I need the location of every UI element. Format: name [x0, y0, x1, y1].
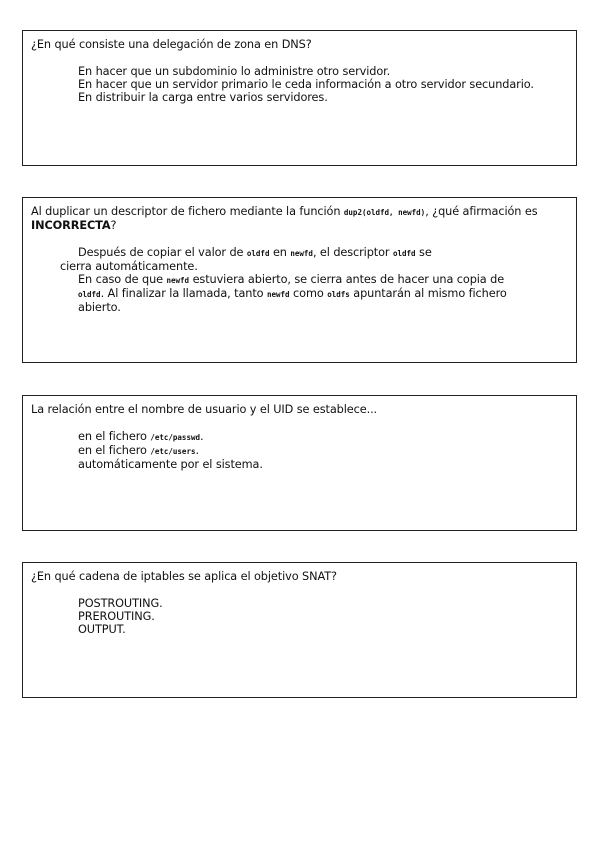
option-text: estuviera abierto, se cierra antes de hacer una copia de	[189, 273, 505, 286]
option-text: en el fichero	[78, 430, 151, 443]
option-code: oldfd	[246, 249, 270, 258]
answer-option[interactable]	[78, 246, 562, 260]
option-code: /etc/passwd	[150, 433, 200, 442]
answer-option[interactable]: En distribuir la carga entre varios servidores.	[78, 91, 328, 104]
question-card-2	[22, 197, 577, 363]
answer-option[interactable]: PREROUTING.	[78, 610, 155, 623]
option-code: oldfd	[392, 249, 416, 258]
prompt-code: dup2(oldfd, newfd)	[343, 208, 426, 217]
option-text: .	[200, 430, 204, 443]
option-text: en	[269, 246, 291, 259]
option-code: newfd	[290, 249, 313, 258]
question-card-4	[22, 562, 577, 698]
answer-option[interactable]	[78, 430, 562, 444]
question-card-3	[22, 395, 577, 531]
answer-option[interactable]	[78, 444, 562, 458]
option-text: Después de copiar el valor de	[78, 246, 247, 259]
answer-option-continuation	[78, 287, 562, 301]
answer-option[interactable]: En hacer que un servidor primario le ceda información a otro servidor secundario.	[78, 78, 534, 91]
question-prompt: ¿En qué consiste una delegación de zona en DNS?	[31, 38, 312, 51]
option-text: .	[195, 444, 199, 457]
option-text: en el fichero	[78, 444, 151, 457]
prompt-text: , ¿qué afirmación es	[425, 205, 538, 218]
answer-options	[78, 597, 562, 636]
answer-option[interactable]: automáticamente por el sistema.	[78, 458, 263, 471]
answer-options	[78, 430, 562, 471]
option-code: newfd	[166, 276, 190, 285]
option-text: En caso de que	[78, 273, 167, 286]
answer-option-continuation: abierto.	[78, 301, 121, 314]
answer-option[interactable]	[78, 273, 562, 287]
option-text: , el descriptor	[312, 246, 393, 259]
question-prompt: ¿En qué cadena de iptables se aplica el objetivo SNAT?	[31, 570, 337, 583]
option-code: /etc/users	[150, 447, 196, 456]
option-text: apuntarán al mismo fichero	[349, 287, 507, 300]
answer-option-continuation: cierra automáticamente.	[60, 260, 198, 273]
answer-options	[78, 65, 562, 104]
answer-option[interactable]: POSTROUTING.	[78, 597, 163, 610]
question-prompt: La relación entre el nombre de usuario y el UID se establece...	[31, 403, 378, 416]
option-code: oldfs	[327, 290, 350, 299]
option-code: newfd	[266, 290, 290, 299]
question-card-1	[22, 30, 577, 166]
prompt-text: ?	[110, 219, 117, 232]
answer-option[interactable]: OUTPUT.	[78, 623, 126, 636]
prompt-text: Al duplicar un descriptor de fichero mediante la función	[31, 205, 344, 218]
answer-options	[60, 246, 562, 314]
option-text: se	[415, 246, 432, 259]
option-text: como	[289, 287, 328, 300]
option-code: oldfd	[78, 290, 101, 299]
answer-option[interactable]: En hacer que un subdominio lo administre otro servidor.	[78, 65, 391, 78]
option-text: . Al finalizar la llamada, tanto	[100, 287, 267, 300]
question-prompt	[31, 205, 568, 232]
prompt-emphasis: INCORRECTA	[31, 219, 111, 232]
